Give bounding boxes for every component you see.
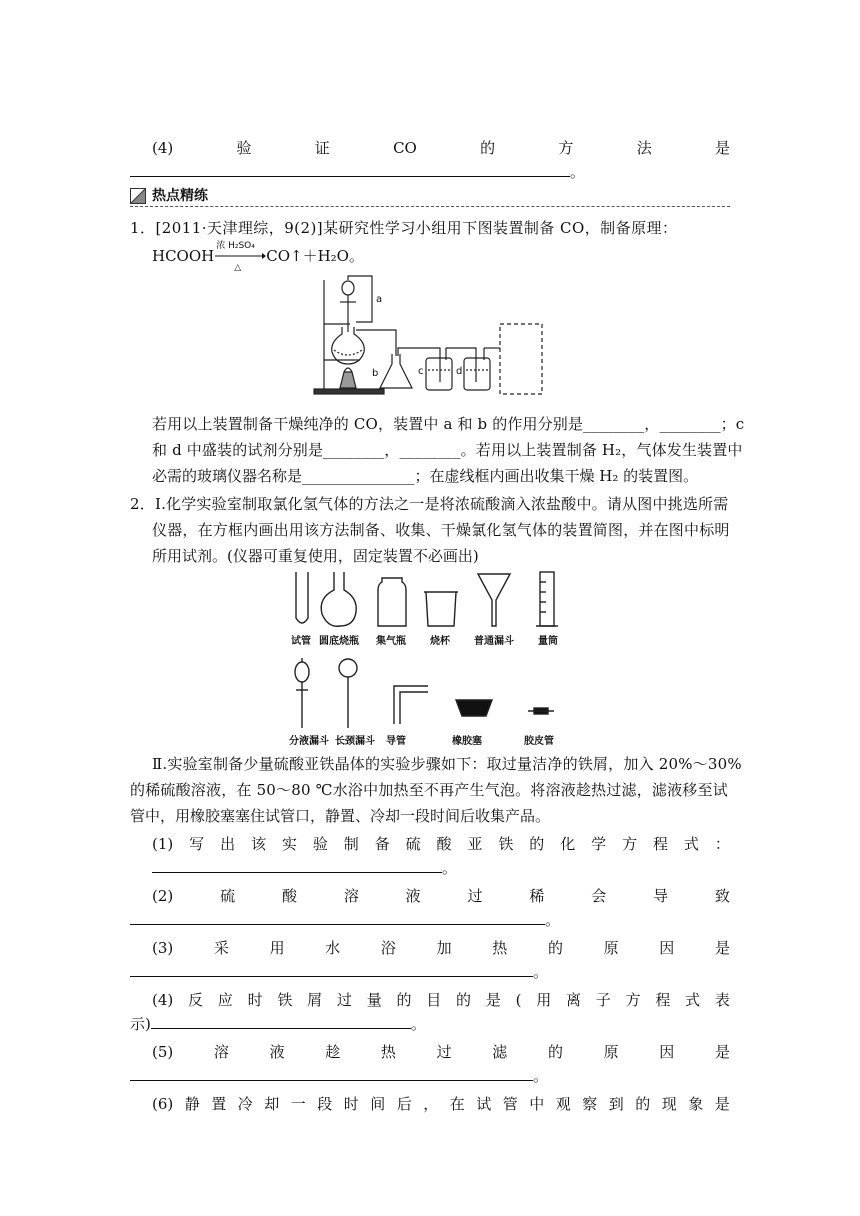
- word: 实: [281, 835, 297, 853]
- section-rule: [130, 206, 730, 207]
- word: (3): [152, 939, 174, 957]
- answer-blank[interactable]: [130, 910, 545, 925]
- q1-text-line-2: 和 d 中盛装的试剂分别是________，________。若用以上装置制备 H₂，气体发生装置中: [152, 441, 743, 459]
- long-neck-funnel-icon: [339, 659, 357, 728]
- word: (5): [152, 1043, 174, 1061]
- word: 该: [251, 835, 267, 853]
- word: (: [515, 991, 522, 1009]
- word: 硫: [405, 835, 421, 853]
- word: CO: [393, 139, 417, 157]
- word: 浴: [380, 939, 396, 957]
- word: (6): [152, 1095, 174, 1113]
- q2-part2-line-1: Ⅱ.实验室制备少量硫酸亚铁晶体的实验步骤如下：取过量洁净的铁屑，加入 20%～30%: [152, 755, 742, 773]
- caption-stopper: 橡胶塞: [452, 736, 482, 747]
- answer-blank[interactable]: [152, 858, 442, 873]
- word: 滤: [492, 1043, 508, 1061]
- section-header: [130, 186, 730, 206]
- word: 在: [449, 1095, 465, 1113]
- bent-tube-icon: [394, 686, 428, 724]
- word: 酸: [436, 835, 452, 853]
- q2-sub5-line: [152, 1042, 730, 1062]
- q2-sub3-line: [152, 938, 730, 958]
- beaker-icon: [424, 592, 458, 626]
- word: 后: [396, 1095, 412, 1113]
- label-c: c: [418, 366, 424, 377]
- word: 过: [336, 991, 352, 1009]
- word: 原: [603, 1043, 619, 1061]
- q2-sub4-line: [152, 990, 730, 1010]
- word: 屑: [307, 991, 323, 1009]
- word: 子: [595, 991, 611, 1009]
- word: 却: [264, 1095, 280, 1113]
- round-bottom-flask-icon: [321, 572, 356, 626]
- word: 反: [188, 991, 204, 1009]
- word: 会: [591, 887, 607, 905]
- word: 方: [622, 835, 638, 853]
- word: ：: [714, 835, 730, 853]
- word: 导: [653, 887, 669, 905]
- word: (4): [152, 991, 174, 1009]
- q2-sub2-answer: 。: [130, 910, 560, 930]
- word: 方: [625, 991, 641, 1009]
- caption-gas-jar: 集气瓶: [376, 636, 406, 647]
- caption-cylinder: 量筒: [538, 636, 558, 647]
- section-title: 热点精练: [152, 188, 208, 204]
- word: 验: [236, 139, 252, 157]
- word: 的: [480, 139, 496, 157]
- q1-stem: 1．[2011·天津理综，9(2)]某研究性学习小组用下图装置制备 CO，制备原理：: [130, 219, 678, 237]
- word: 的: [529, 835, 545, 853]
- q2-sub1-line: [152, 834, 730, 854]
- graduated-cylinder-icon: [536, 572, 558, 626]
- word: 热: [492, 939, 508, 957]
- word: 用: [536, 991, 552, 1009]
- word: 的: [547, 1043, 563, 1061]
- word: 过: [436, 1043, 452, 1061]
- caption-long-neck-funnel: 长颈漏斗: [335, 736, 375, 747]
- word: 学: [591, 835, 607, 853]
- word: 冷: [237, 1095, 253, 1113]
- word: 程: [655, 991, 671, 1009]
- label-d: d: [456, 366, 463, 377]
- rubber-stopper-icon: [456, 700, 492, 716]
- word: 察: [582, 1095, 598, 1113]
- answer-blank[interactable]: [130, 962, 533, 977]
- answer-blank[interactable]: [130, 1066, 533, 1081]
- reaction-arrow: 浓 H₂SO₄ △: [214, 246, 266, 266]
- word: 静: [184, 1095, 200, 1113]
- word: 稀: [529, 887, 545, 905]
- word: 间: [370, 1095, 386, 1113]
- word: 方: [558, 139, 574, 157]
- gas-jar-icon: [378, 578, 406, 626]
- word: 水: [325, 939, 341, 957]
- word: 硫: [220, 887, 236, 905]
- word: 中: [529, 1095, 545, 1113]
- word: 过: [467, 887, 483, 905]
- word: 制: [343, 835, 359, 853]
- word: 式: [683, 835, 699, 853]
- test-tube-icon: [296, 572, 308, 623]
- caption-funnel: 普通漏斗: [474, 636, 514, 647]
- word: 酸: [281, 887, 297, 905]
- word: 因: [659, 939, 675, 957]
- q2-part1-line-2: 仪器，在方框内画出用该方法制备、收集、干燥氯化氢气体的装置简图，并在图中标明: [152, 521, 730, 539]
- word: 溶: [343, 887, 359, 905]
- q-prev-4-answer-line: 。: [130, 162, 585, 182]
- q2-sub5-answer: 。: [130, 1066, 548, 1086]
- word: 备: [374, 835, 390, 853]
- word: 程: [652, 835, 668, 853]
- word: 用: [269, 939, 285, 957]
- word: 的: [456, 991, 472, 1009]
- word: 时: [343, 1095, 359, 1113]
- section-triangle-icon: [130, 188, 146, 204]
- instruments-row-2: [288, 654, 568, 730]
- word: 一: [290, 1095, 306, 1113]
- word: 写: [189, 835, 205, 853]
- word: (2): [152, 887, 174, 905]
- word: 溶: [213, 1043, 229, 1061]
- q1-equation: HCOOH 浓 H₂SO₄ △ CO↑＋H₂O。: [152, 241, 364, 273]
- caption-beaker: 烧杯: [430, 636, 450, 647]
- q2-part1-line-3: 所用试剂。(仪器可重复使用，固定装置不必画出): [152, 547, 479, 565]
- word: 式: [685, 991, 701, 1009]
- word: 热: [380, 1043, 396, 1061]
- word: 的: [396, 991, 412, 1009]
- word: 现: [661, 1095, 677, 1113]
- word: 管: [502, 1095, 518, 1113]
- answer-blank[interactable]: [130, 162, 570, 177]
- word: 铁: [277, 991, 293, 1009]
- q2-sub4-answer: 示) 。: [130, 1015, 426, 1033]
- q-prev-4-line: [152, 138, 730, 158]
- q2-sub1-answer: 。: [152, 858, 457, 878]
- word: 是: [714, 939, 730, 957]
- instruments-row-1: [288, 568, 568, 630]
- word: 段: [317, 1095, 333, 1113]
- word: 象: [688, 1095, 704, 1113]
- caption-round-flask: 圆底烧瓶: [319, 636, 359, 647]
- word: 液: [405, 887, 421, 905]
- word: 是: [714, 1043, 730, 1061]
- word: 离: [566, 991, 582, 1009]
- word: 置: [211, 1095, 227, 1113]
- q2-sub3-answer: 。: [130, 962, 548, 982]
- word: 是: [714, 139, 730, 157]
- word: 法: [636, 139, 652, 157]
- word: 量: [366, 991, 382, 1009]
- q2-sub6-line: [152, 1094, 730, 1114]
- word: 采: [213, 939, 229, 957]
- funnel-icon: [478, 574, 510, 626]
- q2-part2-line-3: 管中，用橡胶塞塞住试管口，静置、冷却一段时间后收集产品。: [130, 807, 551, 825]
- q2-sub2-line: [152, 886, 730, 906]
- word: 时: [247, 991, 263, 1009]
- word: 出: [220, 835, 236, 853]
- separatory-funnel-icon: [295, 658, 309, 728]
- word: 是: [485, 991, 501, 1009]
- caption-separatory-funnel: 分液漏斗: [289, 736, 329, 747]
- word: 致: [714, 887, 730, 905]
- label-a: a: [376, 294, 383, 305]
- label-b: b: [372, 368, 379, 379]
- word: 的: [547, 939, 563, 957]
- word: 趁: [325, 1043, 341, 1061]
- word: 应: [217, 991, 233, 1009]
- word: 铁: [498, 835, 514, 853]
- caption-bent-tube: 导管: [386, 736, 406, 747]
- word: ，: [423, 1095, 439, 1113]
- answer-blank[interactable]: [151, 1014, 411, 1029]
- co-apparatus-figure: [310, 272, 550, 402]
- word: 原: [603, 939, 619, 957]
- word: 亚: [467, 835, 483, 853]
- word: 因: [659, 1043, 675, 1061]
- caption-tubing: 胶皮管: [524, 736, 554, 747]
- q1-text-line-3: 必需的玻璃仪器名称是_______________；在虚线框内画出收集干燥 H₂ 的装置图。: [152, 467, 699, 485]
- word: 加: [436, 939, 452, 957]
- q2-part1-line-1: 2．Ⅰ.化学实验室制取氯化氢气体的方法之一是将浓硫酸滴入浓盐酸中。请从图中挑选所需: [130, 495, 729, 513]
- caption-test-tube: 试管: [291, 636, 311, 647]
- word: 到: [608, 1095, 624, 1113]
- question-number: (4): [152, 139, 174, 157]
- word: 液: [269, 1043, 285, 1061]
- word: (1): [152, 835, 174, 853]
- word: 证: [314, 139, 330, 157]
- q1-text-line-1: 若用以上装置制备干燥纯净的 CO，装置中 a 和 b 的作用分别是________，________；c: [152, 415, 745, 433]
- word: 验: [312, 835, 328, 853]
- rubber-tubing-icon: [528, 708, 554, 714]
- word: 的: [635, 1095, 651, 1113]
- word: 试: [476, 1095, 492, 1113]
- q2-part2-line-2: 的稀硫酸溶液，在 50～80 ℃水浴中加热至不再产生气泡。将溶液趁热过滤，滤液移至试: [130, 781, 728, 799]
- word: 是: [714, 1095, 730, 1113]
- word: 目: [426, 991, 442, 1009]
- word: 化: [560, 835, 576, 853]
- word: 表: [714, 991, 730, 1009]
- word: 观: [555, 1095, 571, 1113]
